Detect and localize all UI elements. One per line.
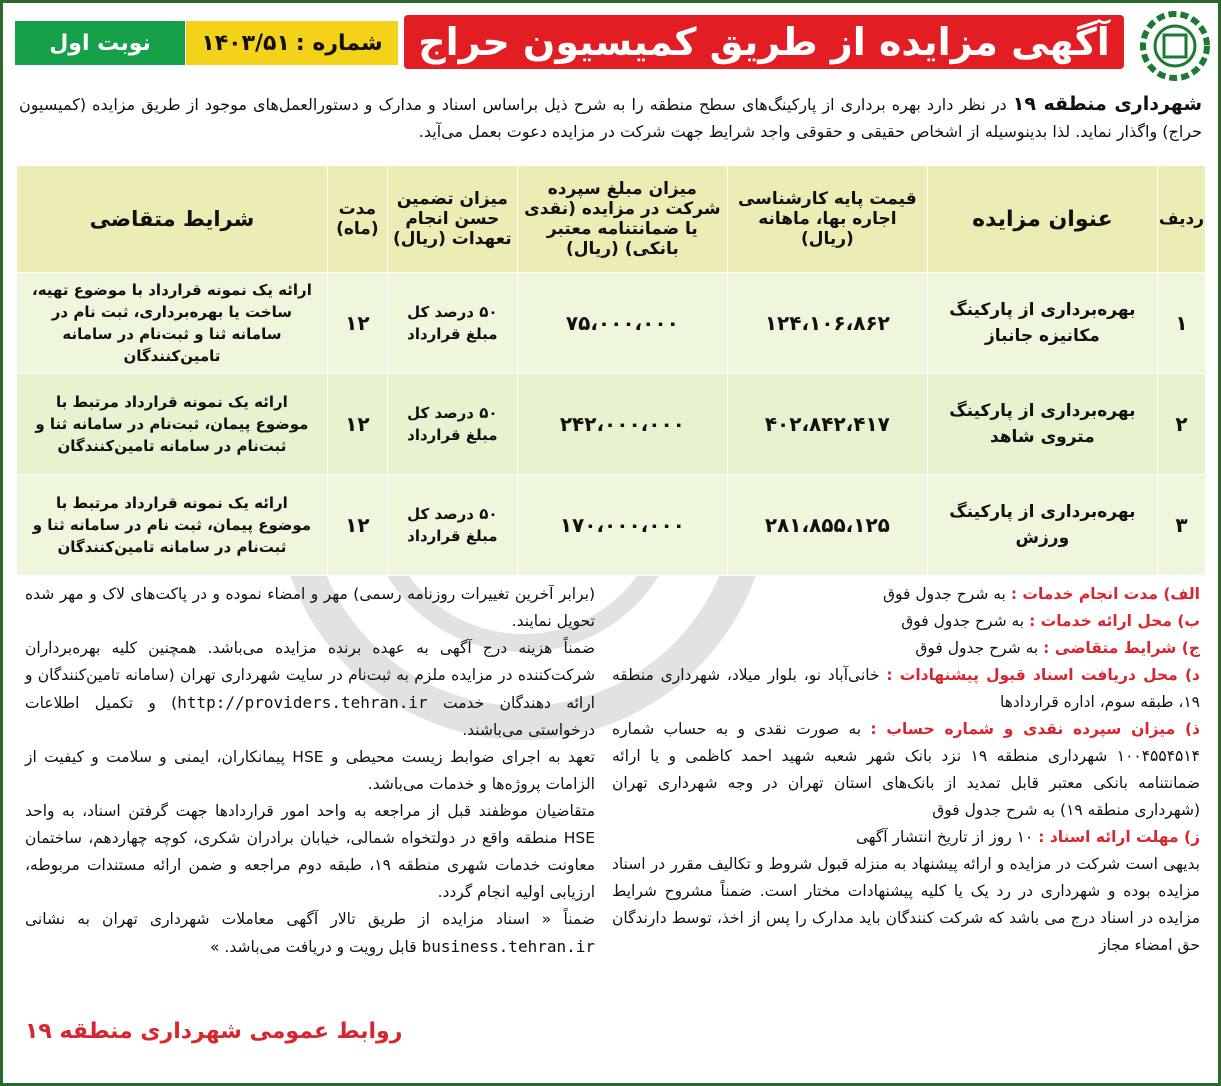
term-a-text: به شرح جدول فوق: [883, 585, 1006, 603]
providers-link[interactable]: http://providers.tehran.ir: [177, 693, 428, 712]
intro-paragraph: [19, 91, 1202, 145]
header-row-num: ردیف: [1157, 166, 1205, 273]
header-deposit: میزان مبلغ سپرده شرکت در مزایده (نقدی یا ضمانتنامه معتبر بانکی) (ریال): [517, 166, 727, 273]
details-column: [25, 581, 595, 961]
table-row: [17, 374, 1206, 475]
terms-column: [612, 581, 1200, 959]
cell-base-price: ۱۲۴،۱۰۶،۸۶۲: [727, 273, 927, 374]
details-p2: [25, 635, 595, 744]
table-row: [17, 475, 1206, 576]
term-c-text: به شرح جدول فوق: [915, 639, 1039, 657]
term-d-text: خانی‌آباد نو، بلوار میلاد، شهرداری منطقه ۱۹، طبقه سوم، اداره قراردادها: [612, 666, 1200, 711]
header-duration: مدت (ماه): [327, 166, 387, 273]
term-f: [612, 824, 1200, 851]
number-label: شماره :: [295, 30, 383, 56]
term-d-label: د) محل دریافت اسناد قبول پیشنهادات :: [886, 666, 1200, 684]
auction-table: [16, 165, 1206, 576]
turn-badge: نوبت اول: [15, 21, 185, 65]
intro-text: در نظر دارد بهره برداری از پارکینگ‌های سطح منطقه را به شرح ذیل براساس اسناد و مدارک و دستورالعمل‌های موجود از طریق مزایده (کمیسیون حراج) واگذار نماید. لذا بدینوسیله از اشخاص حقیقی و حقوقی واجد شرایط جهت شرکت در مزایده دعوت بعمل می‌آید.: [19, 95, 1202, 141]
cell-row: ۳: [1157, 475, 1205, 576]
notice-number: [186, 21, 398, 65]
cell-guarantee: ۵۰ درصد کل مبلغ قرارداد: [387, 273, 517, 374]
cell-duration: ۱۲: [327, 475, 387, 576]
table-row: [17, 273, 1206, 374]
cell-base-price: ۴۰۲،۸۴۲،۴۱۷: [727, 374, 927, 475]
cell-conditions: ارائه یک نمونه قرارداد مرتبط با موضوع پیمان، ثبت‌نام در سامانه ثنا و ثبت‌نام در سامانه تامین‌کنندگان: [17, 374, 328, 475]
term-f-label: ز) مهلت ارائه اسناد :: [1038, 828, 1200, 846]
cell-guarantee: ۵۰ درصد کل مبلغ قرارداد: [387, 475, 517, 576]
term-a-label: الف) مدت انجام خدمات :: [1010, 585, 1200, 603]
cell-duration: ۱۲: [327, 273, 387, 374]
cell-title: بهره‌برداری از پارکینگ مکانیزه جانباز: [927, 273, 1157, 374]
header-guarantee: میزان تضمین حسن انجام تعهدات (ریال): [387, 166, 517, 273]
term-b-text: به شرح جدول فوق: [901, 612, 1025, 630]
cell-duration: ۱۲: [327, 374, 387, 475]
header-conditions: شرایط متقاضی: [17, 166, 328, 273]
cell-deposit: ۷۵،۰۰۰،۰۰۰: [517, 273, 727, 374]
details-p5a: ضمناً « اسناد مزایده از طریق تالار آگهی معاملات شهرداری تهران به نشانی: [25, 910, 595, 928]
intro-org: شهرداری منطقه ۱۹: [1012, 93, 1202, 115]
public-relations-signature: روابط عمومی شهرداری منطقه ۱۹: [25, 1019, 403, 1044]
cell-title: بهره‌برداری از پارکینگ ورزش: [927, 475, 1157, 576]
term-e-text: به صورت نقدی و به حساب شماره ۱۰۰۴۵۵۴۵۱۴ شهرداری منطقه ۱۹ نزد بانک شهر شعبه شهید احمد کاظمی و یا ارائه ضمانتنامه بانکی معتبر قابل تمدید از بانک‌های استان تهران در وجه شهرداری تهران (شهرداری منطقه ۱۹) به شرح جدول فوق: [612, 720, 1201, 819]
table-header-row: [17, 166, 1206, 273]
cell-deposit: ۱۷۰،۰۰۰،۰۰۰: [517, 475, 727, 576]
term-e-label: ذ) میزان سپرده نقدی و شماره حساب :: [870, 720, 1201, 738]
cell-row: ۱: [1157, 273, 1205, 374]
details-p3: تعهد به اجرای ضوابط زیست محیطی و HSE پیمانکاران، ایمنی و سلامت و کیفیت از الزامات پروژه‌ها و خدمات می‌باشد.: [25, 748, 595, 793]
details-p4: متقاضیان موظفند قبل از مراجعه به واحد امور قراردادها جهت گرفتن اسناد، به واحد HSE منطقه واقع در دولتخواه شمالی، خیابان برادران شکری، کوچه چهاردهم، ساختمان معاونت خدمات شهری منطقه ۱۹، طبقه دوم مراجعه و ضمن ارائه مستندات مربوطه، ارزیابی اولیه انجام گردد.: [25, 802, 595, 901]
term-e: [612, 716, 1200, 824]
tehran-municipality-logo: [1140, 11, 1210, 81]
business-link[interactable]: business.tehran.ir: [421, 937, 595, 956]
term-c-label: ج) شرایط متقاضی :: [1043, 639, 1200, 657]
term-f-text: ۱۰ روز از تاریخ انتشار آگهی: [855, 828, 1034, 846]
cell-title: بهره‌برداری از پارکینگ متروی شاهد: [927, 374, 1157, 475]
header: [15, 11, 1210, 73]
cell-conditions: ارائه یک نمونه قرارداد مرتبط با موضوع پیمان، ثبت نام در سامانه ثنا و ثبت‌نام در سامانه تامین‌کنندگان: [17, 475, 328, 576]
term-d: [612, 662, 1200, 716]
cell-conditions: ارائه یک نمونه قرارداد با موضوع تهیه، ساخت یا بهره‌برداری، ثبت نام در سامانه ثنا و ثبت‌نام در سامانه تامین‌کنندگان: [17, 273, 328, 374]
details-p2b: ) و تکمیل اطلاعات درخواستی می‌باشند.: [25, 694, 595, 739]
header-base-price: قیمت پایه کارشناسی اجاره بها، ماهانه (ریال): [727, 166, 927, 273]
terms-paragraph: بدیهی است شرکت در مزایده و ارائه پیشنهاد به منزله قبول شروط و تکالیف مقرر در اسناد مزایده بوده و شهرداری در رد یک یا کلیه پیشنهادات مختار است. ضمناً مشروح شرایط مزایده در اسناد درج می باشد که شرکت کنندگان باید مدارک را پس از اخذ، توسط دارندگان حق امضاء مجاز: [612, 855, 1200, 954]
term-b-label: ب) محل ارائه خدمات :: [1029, 612, 1200, 630]
term-a: [612, 581, 1200, 608]
details-p1: (برابر آخرین تغییرات روزنامه رسمی) مهر و امضاء نموده و در پاکت‌های لاک و مهر شده تحویل نمایند.: [25, 585, 595, 630]
cell-deposit: ۲۴۲،۰۰۰،۰۰۰: [517, 374, 727, 475]
number-value: ۱۴۰۳/۵۱: [201, 30, 290, 56]
details-p2a: ضمناً هزینه درج آگهی به عهده برنده مزایده می‌باشد. همچنین کلیه بهره‌برداران شرکت‌کننده در مزایده ملزم به ثبت‌نام در سایت شهرداری تهران (سامانه تامین‌کنندگان و ارائه دهندگان خدمت: [25, 639, 595, 712]
details-p5: [25, 906, 595, 961]
details-p5b: قابل رویت و دریافت می‌باشد. »: [210, 938, 417, 956]
notice-title: آگهی مزایده از طریق کمیسیون حراج: [404, 15, 1124, 69]
cell-guarantee: ۵۰ درصد کل مبلغ قرارداد: [387, 374, 517, 475]
cell-row: ۲: [1157, 374, 1205, 475]
cell-base-price: ۲۸۱،۸۵۵،۱۲۵: [727, 475, 927, 576]
term-c: [612, 635, 1200, 662]
header-title: عنوان مزایده: [927, 166, 1157, 273]
term-b: [612, 608, 1200, 635]
